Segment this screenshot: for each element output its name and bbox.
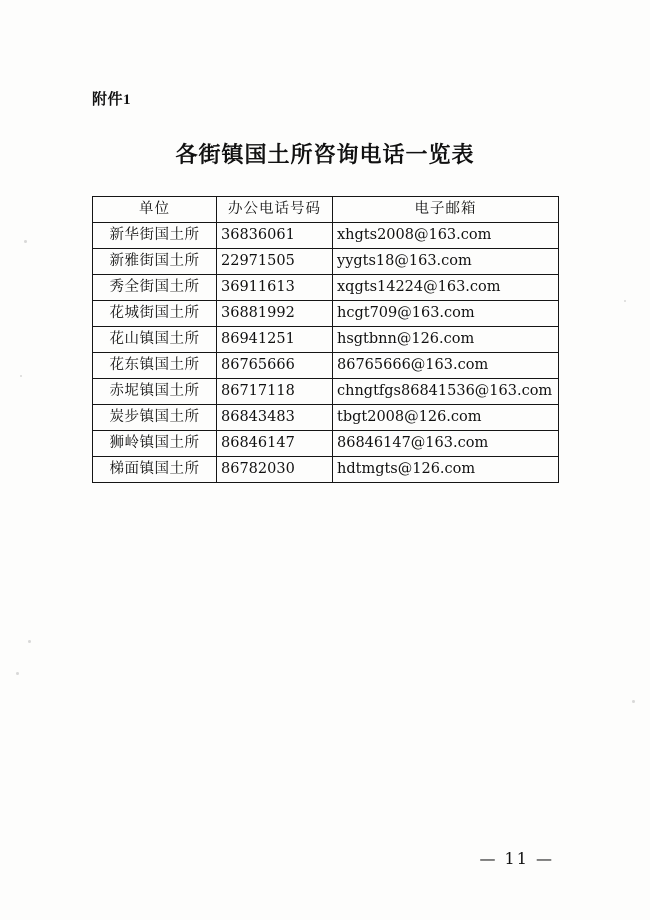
table-row — [93, 327, 559, 353]
scan-speck — [24, 240, 27, 243]
page-number: — 11 — — [479, 849, 554, 868]
cell-phone: 36881992 — [217, 301, 333, 327]
cell-unit: 狮岭镇国土所 — [93, 431, 217, 457]
table-row — [93, 301, 559, 327]
table-row — [93, 431, 559, 457]
cell-unit: 花山镇国土所 — [93, 327, 217, 353]
column-header-unit: 单位 — [93, 197, 217, 223]
scan-speck — [16, 672, 19, 675]
cell-email: chngtfgs86841536@163.com — [333, 379, 559, 405]
cell-phone: 86846147 — [217, 431, 333, 457]
scan-speck — [28, 640, 31, 643]
cell-unit: 新华街国土所 — [93, 223, 217, 249]
table-row — [93, 353, 559, 379]
cell-email: yygts18@163.com — [333, 249, 559, 275]
cell-email: hcgt709@163.com — [333, 301, 559, 327]
cell-unit: 花东镇国土所 — [93, 353, 217, 379]
cell-email: 86765666@163.com — [333, 353, 559, 379]
table-row — [93, 249, 559, 275]
column-header-phone: 办公电话号码 — [217, 197, 333, 223]
cell-email: xhgts2008@163.com — [333, 223, 559, 249]
cell-email: 86846147@163.com — [333, 431, 559, 457]
scan-speck — [624, 300, 626, 302]
table-header-row — [93, 197, 559, 223]
cell-unit: 秀全街国土所 — [93, 275, 217, 301]
cell-email: xqgts14224@163.com — [333, 275, 559, 301]
cell-unit: 赤坭镇国土所 — [93, 379, 217, 405]
cell-email: hsgtbnn@126.com — [333, 327, 559, 353]
cell-unit: 新雅街国土所 — [93, 249, 217, 275]
cell-phone: 22971505 — [217, 249, 333, 275]
scan-speck — [632, 700, 635, 703]
contact-table — [92, 196, 559, 483]
cell-email: hdtmgts@126.com — [333, 457, 559, 483]
table-row — [93, 379, 559, 405]
cell-unit: 花城街国土所 — [93, 301, 217, 327]
table-row — [93, 223, 559, 249]
contact-table-wrapper — [92, 196, 558, 483]
scan-speck — [20, 375, 22, 377]
cell-email: tbgt2008@126.com — [333, 405, 559, 431]
cell-phone: 86941251 — [217, 327, 333, 353]
page-title: 各街镇国土所咨询电话一览表 — [175, 142, 475, 168]
table-row — [93, 275, 559, 301]
cell-unit: 梯面镇国土所 — [93, 457, 217, 483]
column-header-email: 电子邮箱 — [333, 197, 559, 223]
cell-phone: 86765666 — [217, 353, 333, 379]
cell-phone: 36911613 — [217, 275, 333, 301]
cell-phone: 36836061 — [217, 223, 333, 249]
cell-phone: 86717118 — [217, 379, 333, 405]
cell-phone: 86782030 — [217, 457, 333, 483]
cell-phone: 86843483 — [217, 405, 333, 431]
table-row — [93, 405, 559, 431]
attachment-label: 附件1 — [92, 92, 132, 108]
table-row — [93, 457, 559, 483]
cell-unit: 炭步镇国土所 — [93, 405, 217, 431]
